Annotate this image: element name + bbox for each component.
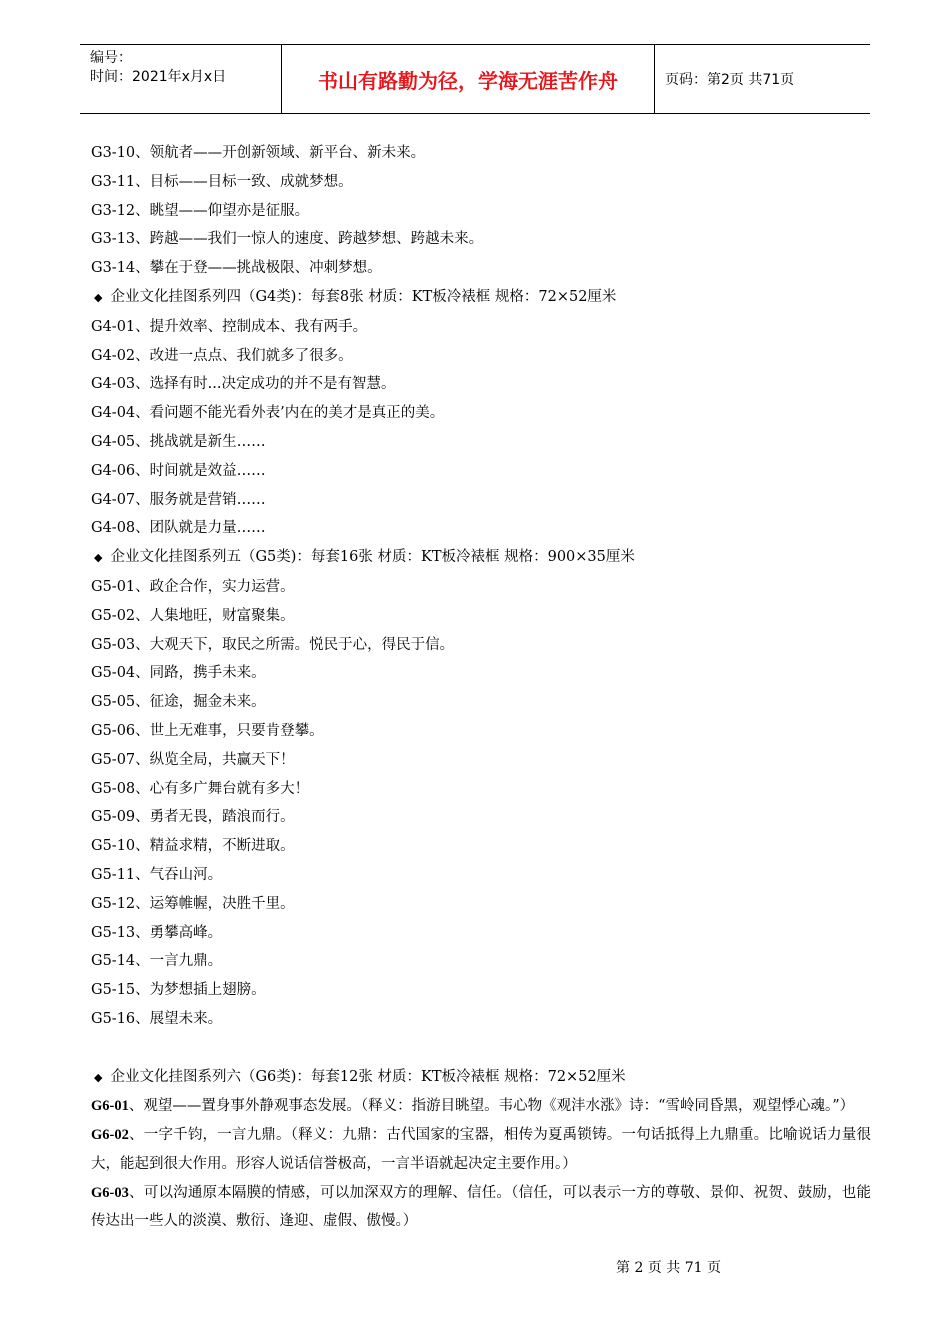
list-item: G4-02、改进一点点、我们就多了很多。 <box>91 347 353 364</box>
list-item: G5-10、精益求精，不断进取。 <box>91 838 295 855</box>
header-page-label: 页码：第2页 共71页 <box>665 72 795 88</box>
list-item: G5-11、气吞山河。 <box>91 866 223 883</box>
list-item: G4-03、选择有时...决定成功的并不是有智慧。 <box>91 376 396 393</box>
paragraph-text: 、一字千钧，一言九鼎。（释义：九鼎：古代国家的宝器，相传为夏禹锁铸。一句话抵得上九鼎重。比喻说话力量很大，能起到很大作用。形容人说话信誉极高，一言半语就起决定主要作用。） <box>91 1127 871 1172</box>
diamond-bullet-icon: ◆ <box>94 551 103 565</box>
diamond-bullet-icon: ◆ <box>94 290 103 304</box>
list-item: G3-13、跨越——我们一惊人的速度、跨越梦想、跨越未来。 <box>91 231 484 248</box>
list-item: G5-08、心有多广舞台就有多大！ <box>91 780 310 797</box>
diamond-bullet-icon: ◆ <box>94 1070 103 1084</box>
header-meta <box>80 45 281 113</box>
list-item: G3-10、领航者——开创新领域、新平台、新未来。 <box>91 145 426 161</box>
list-item: G5-06、世上无难事，只要肯登攀。 <box>91 722 324 739</box>
series-heading <box>91 1063 871 1093</box>
list-item: G4-07、服务就是营销…… <box>91 491 266 508</box>
list-item: G3-14、攀在于登——挑战极限、冲刺梦想。 <box>91 260 382 277</box>
list-item: G5-12、运筹帷幄，决胜千里。 <box>91 895 295 912</box>
item-code: G6-01 <box>91 1098 129 1115</box>
list-item: G5-05、征途，掘金未来。 <box>91 694 266 711</box>
series-heading-text: 企业文化挂图系列四（G4类)：每套8张 材质：KT板冷裱框 规格：72×52厘米 <box>110 288 617 305</box>
list-item: G5-07、纵览全局，共赢天下！ <box>91 751 295 768</box>
list-item: G5-09、勇者无畏，踏浪而行。 <box>91 809 295 826</box>
list-item: G4-05、挑战就是新生…… <box>91 433 266 450</box>
number-label: 编号： <box>90 50 132 66</box>
list-item: G4-08、团队就是力量…… <box>91 520 266 537</box>
list-item: G3-11、目标——目标一致、成就梦想。 <box>91 173 353 190</box>
list-item: G4-01、提升效率、控制成本、我有两手。 <box>91 318 368 335</box>
paragraph <box>91 1092 871 1121</box>
item-code: G6-02 <box>91 1127 129 1144</box>
list-item: G5-01、政企合作，实力运营。 <box>91 578 295 595</box>
list-item: G5-04、同路，携手未来。 <box>91 665 266 682</box>
header-motto: 书山有路勤为径，学海无涯苦作舟 <box>281 45 655 113</box>
blank-line <box>91 1034 871 1063</box>
paragraph <box>91 1121 871 1179</box>
list-item: G4-04、看问题不能光看外表’内在的美才是真正的美。 <box>91 405 445 422</box>
list-item: G5-03、大观天下，取民之所需。悦民于心，得民于信。 <box>91 636 455 653</box>
item-code: G6-03 <box>91 1184 129 1201</box>
list-item: G3-12、眺望——仰望亦是征服。 <box>91 202 310 219</box>
time-label: 时间：2021年x月x日 <box>90 69 227 85</box>
list-item: G4-06、时间就是效益…… <box>91 462 266 479</box>
list-item: G5-13、勇攀高峰。 <box>91 924 223 941</box>
paragraph <box>91 1179 871 1237</box>
paragraph-text: 、观望——置身事外静观事态发展。（释义：指游目眺望。韦心物《观沣水涨》诗：“雪岭同昏黑，观望悸心魂。”） <box>128 1098 855 1115</box>
list-item: G5-16、展望未来。 <box>91 1010 223 1027</box>
series-heading <box>91 543 871 573</box>
series-heading <box>91 283 871 313</box>
list-item: G5-02、人集地旺，财富聚集。 <box>91 607 295 624</box>
paragraph-text: 、可以沟通原本隔膜的情感，可以加深双方的理解、信任。（信任，可以表示一方的尊敬、景仰、祝贺、鼓励，也能传达出一些人的淡漠、敷衍、逢迎、虚假、傲慢。） <box>91 1184 871 1230</box>
page-header <box>80 44 870 114</box>
series-heading-text: 企业文化挂图系列五（G5类)：每套16张 材质：KT板冷裱框 规格：900×35厘米 <box>110 549 635 566</box>
page-footer: 第 2 页 共 71 页 <box>616 1260 721 1276</box>
series-heading-text: 企业文化挂图系列六（G6类)：每套12张 材质：KT板冷裱框 规格：72×52厘米 <box>110 1068 626 1085</box>
list-item: G5-14、一言九鼎。 <box>91 953 223 970</box>
list-item: G5-15、为梦想插上翅膀。 <box>91 982 266 999</box>
document-body <box>91 139 871 1236</box>
